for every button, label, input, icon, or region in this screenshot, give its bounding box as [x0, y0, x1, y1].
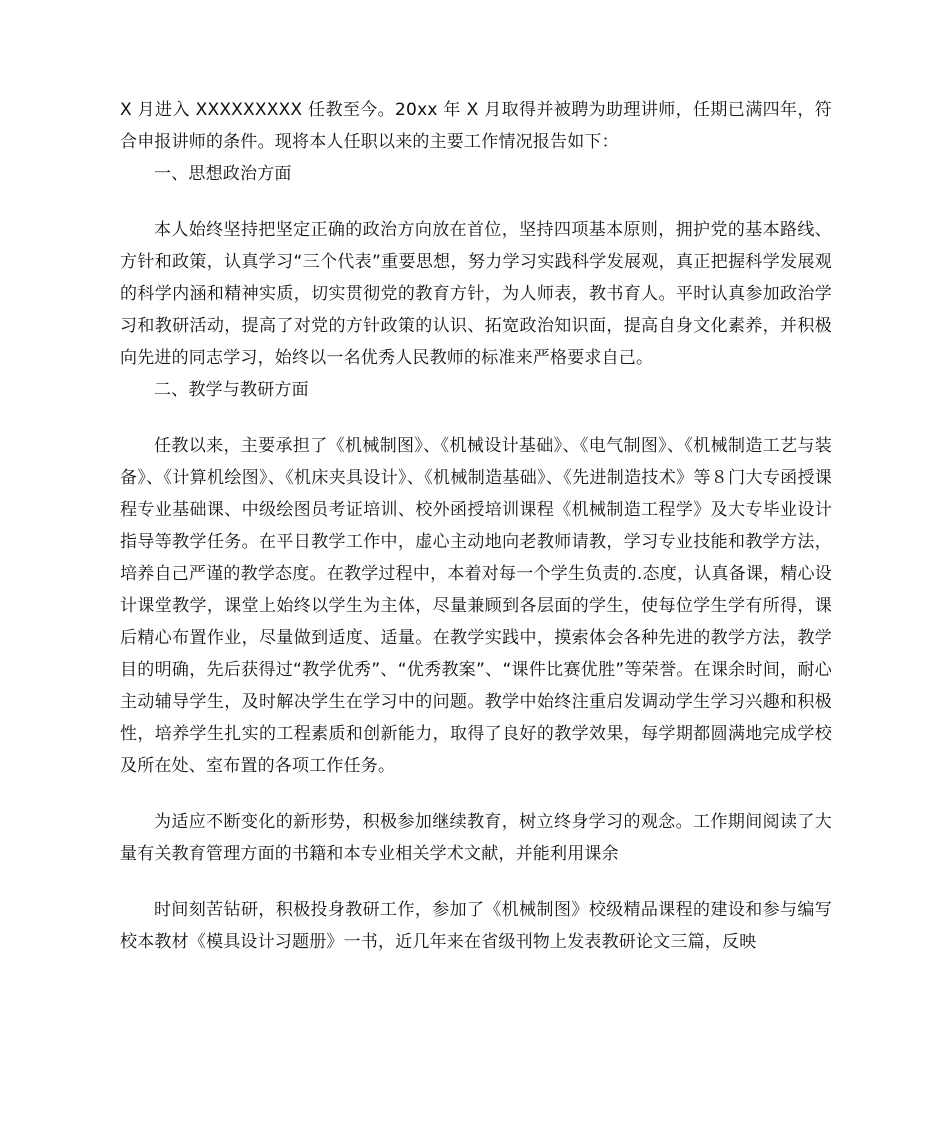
- section-heading-politics: 一、思想政治方面: [154, 164, 292, 184]
- intro-paragraph: X 月进入 XXXXXXXXX 任教至今。20xx 年 X 月取得并被聘为助理讲师，任期已满四年，符合申报讲师的条件。现将本人任职以来的主要工作情况报告如下：: [120, 100, 832, 152]
- teaching-paragraph: 任教以来，主要承担了《机械制图》、《机械设计基础》、《电气制图》、《机械制造工艺与装备》、《计算机绘图》、《机床夹具设计》、《机械制造基础》、《先进制造技术》等８门大专函授课程专业基础课、中级绘图员考证培训、校外函授培训课程《机械制造工程学》及大专毕业设计指导等教学任务。在平日教学工作中，虚心主动地向老教师请教，学习专业技能和教学方法，培养自己严谨的教学态度。在教学过程中，本着对每一个学生负责的.态度，认真备课，精心设计课堂教学，课堂上始终以学生为主体，尽量兼顾到各层面的学生，使每位学生学有所得，课后精心布置作业，尽量做到适度、适量。在教学实践中，摸索体会各种先进的教学方法，教学目的明确，先后获得过“教学优秀”、“优秀教案”、“课件比赛优胜”等荣誉。在课余时间，耐心主动辅导学生，及时解决学生在学习中的问题。教学中始终注重启发调动学生学习兴趣和积极性，培养学生扎实的工程素质和创新能力，取得了良好的教学效果，每学期都圆满地完成学校及所在处、室布置的各项工作任务。: [120, 436, 832, 776]
- document-page: [120, 94, 832, 958]
- section-heading-teaching: 二、教学与教研方面: [154, 380, 309, 400]
- politics-paragraph: 本人始终坚持把坚定正确的政治方向放在首位，坚持四项基本原则，拥护党的基本路线、方针和政策，认真学习“三个代表”重要思想，努力学习实践科学发展观，真正把握科学发展观的科学内涵和精神实质，切实贯彻党的教育方针，为人师表，教书育人。平时认真参加政治学习和教研活动，提高了对党的方针政策的认识、拓宽政治知识面，提高自身文化素养，并积极向先进的同志学习，始终以一名优秀人民教师的标准来严格要求自己。: [120, 220, 832, 368]
- research-paragraph: 时间刻苦钻研，积极投身教研工作，参加了《机械制图》校级精品课程的建设和参与编写校本教材《模具设计习题册》一书，近几年来在省级刊物上发表教研论文三篇，反映: [120, 900, 832, 952]
- continuing-education-paragraph: 为适应不断变化的新形势，积极参加继续教育，树立终身学习的观念。工作期间阅读了大量有关教育管理方面的书籍和本专业相关学术文献，并能利用课余: [120, 812, 832, 864]
